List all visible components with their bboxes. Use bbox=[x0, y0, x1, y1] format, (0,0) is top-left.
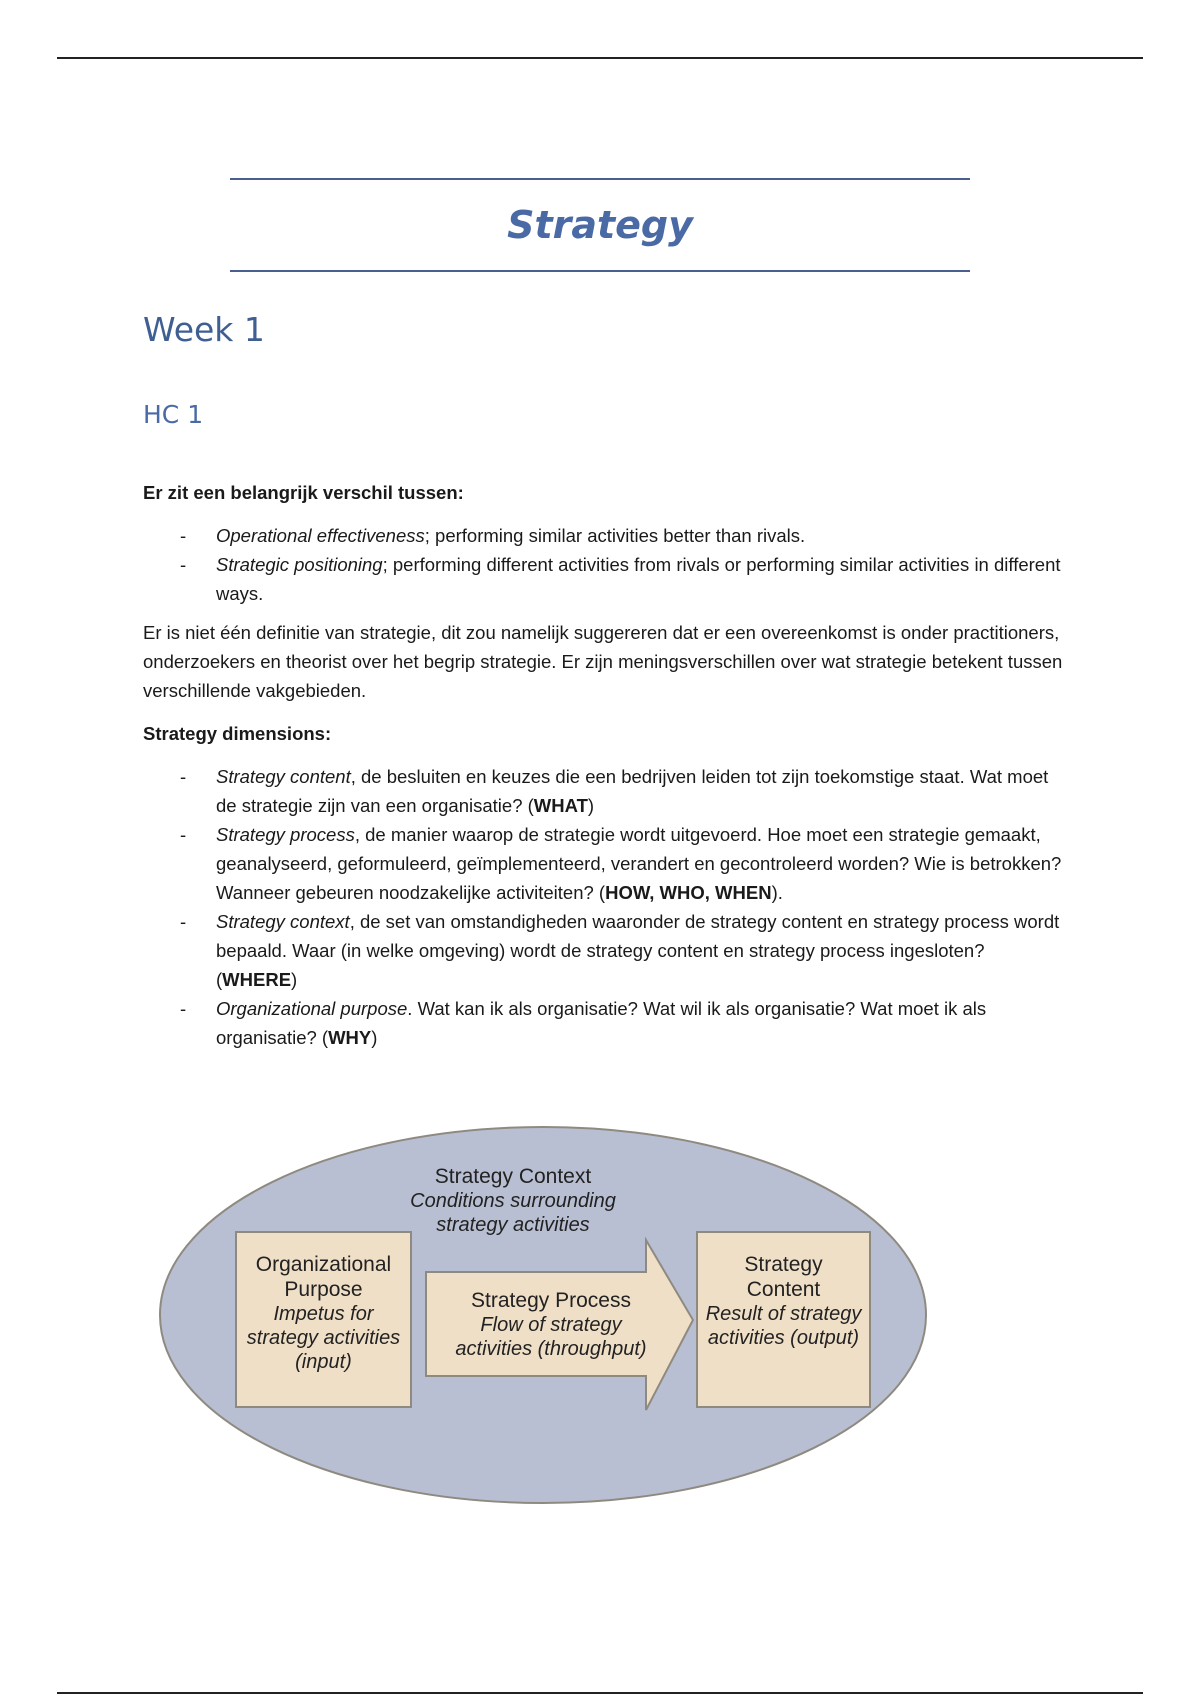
purpose-title: Organizational Purpose bbox=[255, 1253, 392, 1301]
content-title: Strategy Content bbox=[744, 1253, 823, 1301]
title-bottom-line bbox=[230, 270, 970, 272]
heading-hc: HC 1 bbox=[143, 400, 204, 429]
item-text: ; performing similar activities better than rivals. bbox=[424, 525, 806, 546]
question-tag: WHERE bbox=[222, 969, 292, 990]
item-text: ; performing different activities from rivals or performing similar activities in different ways. bbox=[216, 554, 1061, 604]
title-block bbox=[230, 178, 970, 272]
question-tag: HOW, WHO, WHEN bbox=[605, 882, 772, 903]
term: Strategy context bbox=[216, 911, 350, 932]
list-item bbox=[143, 820, 1063, 907]
content-subtitle: Result of strategy activities (output) bbox=[705, 1303, 862, 1349]
term: Strategic positioning bbox=[216, 554, 383, 575]
item-text: , de manier waarop de strategie wordt uitgevoerd. Hoe moet een strategie gemaakt, geanalyseerd, geformuleerd, geïmplementeerd, verandert en gecontroleerd worden? Wie is betrokken? Wanneer gebeuren noodzakelijke activiteiten? ( bbox=[216, 824, 1062, 903]
process-subtitle: Flow of strategy activities (throughput) bbox=[455, 1314, 647, 1360]
purpose-label bbox=[236, 1252, 411, 1374]
differences-list bbox=[143, 521, 1063, 608]
context-title: Strategy Context bbox=[434, 1165, 592, 1188]
document-title: Strategy bbox=[507, 203, 693, 247]
term: Strategy content bbox=[216, 766, 351, 787]
definition-paragraph: Er is niet één definitie van strategie, dit zou namelijk suggereren dat er een overeenkomst is onder practitioners, onderzoekers en theorist over het begrip strategie. Er zijn meningsverschillen over wat strategie betekent tussen verschillende vakgebieden. bbox=[143, 622, 1063, 701]
page-bottom-rule bbox=[57, 1692, 1143, 1694]
item-end: ). bbox=[771, 882, 783, 903]
heading-week: Week 1 bbox=[143, 310, 265, 349]
body-content bbox=[143, 478, 1063, 1062]
context-label bbox=[363, 1164, 663, 1237]
question-tag: WHY bbox=[328, 1027, 372, 1048]
intro-label: Er zit een belangrijk verschil tussen: bbox=[143, 482, 464, 503]
term: Organizational purpose bbox=[216, 998, 408, 1019]
process-title: Strategy Process bbox=[471, 1289, 631, 1312]
item-end: ) bbox=[371, 1027, 378, 1048]
strategy-diagram bbox=[143, 1120, 943, 1510]
term: Operational effectiveness bbox=[216, 525, 425, 546]
list-item bbox=[143, 994, 1063, 1052]
list-item bbox=[143, 762, 1063, 820]
item-end: ) bbox=[291, 969, 298, 990]
dimensions-label: Strategy dimensions: bbox=[143, 723, 332, 744]
item-text: . Wat kan ik als organisatie? Wat wil ik als organisatie? Wat moet ik als organisatie? ( bbox=[216, 998, 987, 1048]
list-item bbox=[143, 550, 1063, 608]
page-top-rule bbox=[57, 57, 1143, 59]
item-end: ) bbox=[587, 795, 595, 816]
purpose-subtitle: Impetus for strategy activities (input) bbox=[246, 1303, 401, 1373]
item-text: , de set van omstandigheden waaronder de strategy content en strategy process wordt bepaald. Waar (in welke omgeving) wordt de strategy content en strategy process ingesloten? ( bbox=[216, 911, 1060, 990]
process-label bbox=[426, 1288, 676, 1361]
list-item bbox=[143, 907, 1063, 994]
content-label bbox=[697, 1252, 870, 1350]
list-item bbox=[143, 521, 1063, 550]
question-tag: WHAT bbox=[533, 795, 588, 816]
term: Strategy process bbox=[216, 824, 355, 845]
item-text: , de besluiten en keuzes die een bedrijven leiden tot zijn toekomstige staat. Wat moet de strategie zijn van een organisatie? ( bbox=[216, 766, 1049, 816]
dimensions-list bbox=[143, 762, 1063, 1052]
context-subtitle: Conditions surrounding strategy activities bbox=[410, 1190, 616, 1236]
